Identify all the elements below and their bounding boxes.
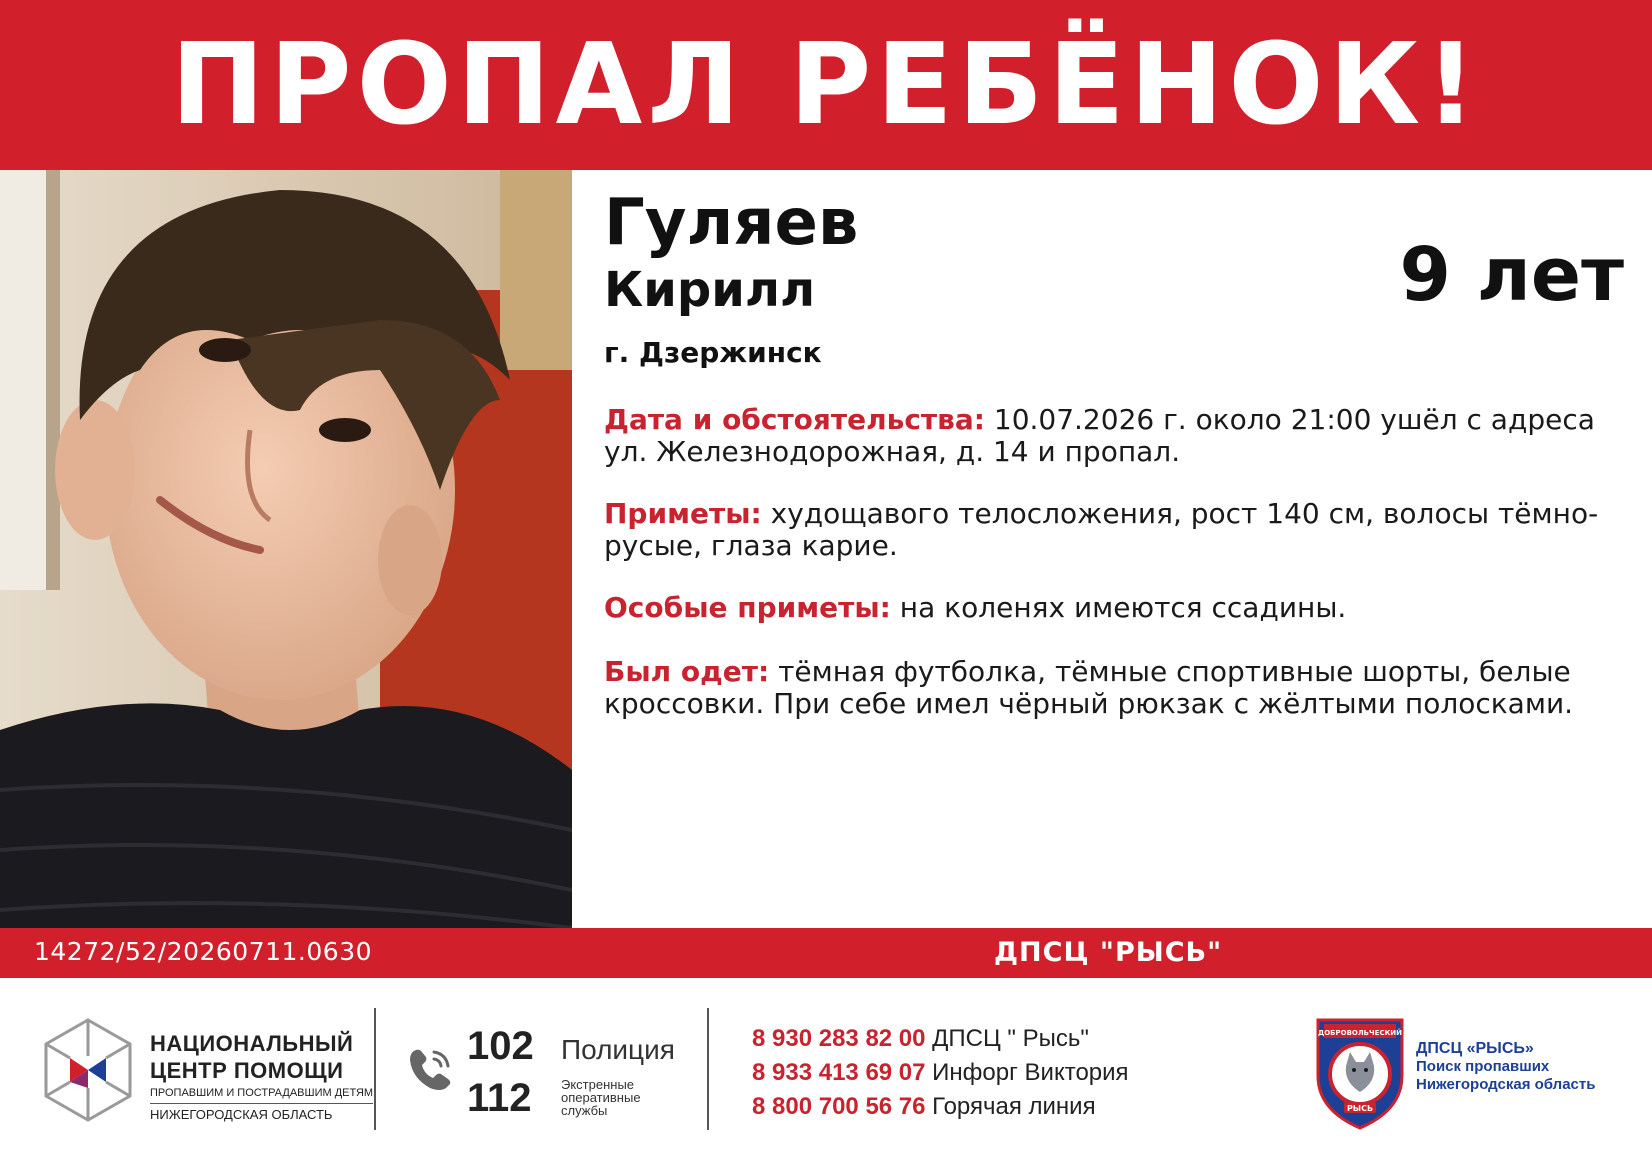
detail-text: худощавого телосложения, рост 140 см, волосы тёмно-русые, глаза карие. <box>604 497 1599 562</box>
footer <box>0 978 1652 1164</box>
footer-divider <box>374 1008 376 1130</box>
first-name: Кирилл <box>604 262 816 318</box>
detail-circumstances <box>604 404 1614 468</box>
badge-bottom-text: РЫСЬ <box>1346 1104 1374 1113</box>
footer-divider <box>707 1008 709 1130</box>
ncp-line4: НИЖЕГОРОДСКАЯ ОБЛАСТЬ <box>150 1107 333 1122</box>
detail-text: 10.07.2026 г. около 21:00 ушёл с адреса ул. Железнодорожная, д. 14 и пропал. <box>604 403 1595 468</box>
detail-label: Дата и обстоятельства: <box>604 403 985 436</box>
detail-label: Особые приметы: <box>604 591 891 624</box>
info-strip <box>0 928 1652 978</box>
detail-label: Был одет: <box>604 655 770 688</box>
detail-label: Приметы: <box>604 497 762 530</box>
contact-name: ДПСЦ " Рысь" <box>932 1025 1089 1052</box>
emergency-label-services: Экстренные оперативные службы <box>561 1077 641 1118</box>
age: 9 лет <box>1399 232 1624 318</box>
phone-icon <box>404 1044 456 1096</box>
ncp-line1: НАЦИОНАЛЬНЫЙ <box>150 1031 354 1056</box>
contact-row <box>752 1056 1129 1090</box>
badge-top-text: ДОБРОВОЛЬЧЕСКИЙ <box>1317 1029 1403 1037</box>
emergency-label-police: Полиция <box>561 1034 675 1065</box>
lynx-badge-icon <box>1314 1014 1406 1132</box>
header-banner <box>0 0 1652 170</box>
case-id: 14272/52/20260711.0630 <box>34 937 373 966</box>
detail-text: на коленях имеются ссадины. <box>899 591 1347 624</box>
lynx-line1: ДПСЦ «РЫСЬ» <box>1416 1040 1534 1057</box>
contact-phone[interactable]: 8 933 413 69 07 <box>752 1059 926 1086</box>
emergency-number-police[interactable]: 102 <box>467 1024 534 1068</box>
detail-special-features <box>604 592 1614 624</box>
page-title: ПРОПАЛ РЕБЁНОК! <box>170 20 1482 150</box>
contact-list <box>752 1022 1129 1124</box>
contact-phone[interactable]: 8 930 283 82 00 <box>752 1025 926 1052</box>
contact-row <box>752 1090 1129 1124</box>
org-name: ДПСЦ "РЫСЬ" <box>994 937 1223 968</box>
photo-illustration <box>0 170 572 928</box>
ncp-line3: ПРОПАВШИМ И ПОСТРАДАВШИМ ДЕТЯМ <box>150 1086 373 1104</box>
ncp-text <box>150 1030 373 1124</box>
detail-text: тёмная футболка, тёмные спортивные шорты, белые кроссовки. При себе имел чёрный рюкзак с жёлтыми полосками. <box>604 655 1574 720</box>
contact-row <box>752 1022 1129 1056</box>
emergency-number-services[interactable]: 112 <box>467 1076 532 1120</box>
ncp-line2: ЦЕНТР ПОМОЩИ <box>150 1058 344 1083</box>
info-panel <box>604 170 1624 928</box>
lynx-text <box>1416 1040 1595 1094</box>
lynx-line2: Поиск пропавших <box>1416 1058 1550 1075</box>
city: г. Дзержинск <box>604 336 822 369</box>
missing-child-photo <box>0 170 572 928</box>
contact-phone[interactable]: 8 800 700 56 76 <box>752 1093 926 1120</box>
lynx-line3: Нижегородская область <box>1416 1076 1596 1093</box>
ncp-logo-icon <box>40 1016 136 1126</box>
detail-clothing <box>604 656 1614 720</box>
contact-name: Горячая линия <box>932 1093 1096 1120</box>
contact-name: Инфорг Виктория <box>932 1059 1129 1086</box>
surname: Гуляев <box>604 186 859 260</box>
detail-features <box>604 498 1614 562</box>
